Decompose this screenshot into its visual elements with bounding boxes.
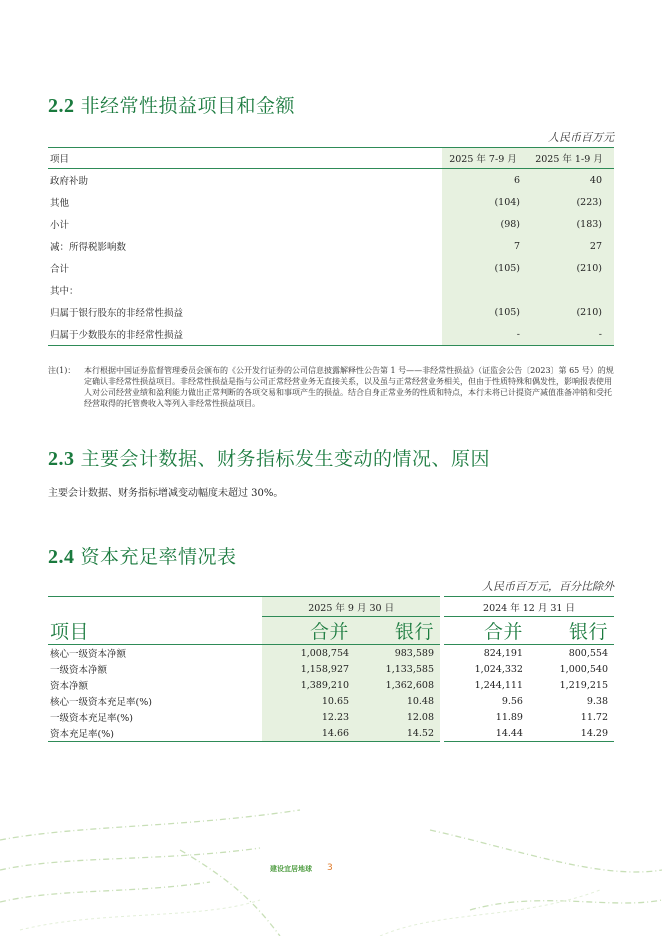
section-2-4-heading [48,542,237,569]
table-row [48,725,614,742]
table-row [48,661,614,677]
note-label: 注(1)： [48,366,76,375]
value-consolidated-2024: 14.44 [442,725,529,742]
row-label: 核心一级资本充足率(%) [50,697,152,708]
unit-label-2: 人民币百万元，百分比除外 [482,580,614,593]
col-header-item: 项目 [48,617,262,645]
row-label: 一级资本净额 [50,665,108,676]
unit-label: 人民币百万元 [548,131,614,144]
value-consolidated-2025: 1,158,927 [262,661,355,677]
value-ytd: (223) [524,191,614,213]
value-q3: 6 [442,169,524,192]
value-ytd: (210) [524,257,614,279]
table-row [48,235,614,257]
row-label: 核心一级资本净额 [50,649,127,660]
col-header-consolidated-2024: 合并 [442,617,529,645]
row-label: 减：所得税影响数 [50,242,127,253]
section-2-3-body: 主要会计数据、财务指标增减变动幅度未超过 30%。 [48,488,284,499]
table-header-row [48,148,614,169]
row-label: 小计 [50,220,70,231]
table-row [48,213,614,235]
table-row [48,323,614,346]
table-row [48,693,614,709]
page-number: 3 [327,863,333,873]
footer-brand: 建设宜居地球 [270,865,312,873]
value-q3: (105) [442,257,524,279]
value-bank-2024: 800,554 [568,647,608,659]
value-bank-2024: 9.38 [586,695,608,707]
value-bank-2024: 14.29 [580,727,608,739]
value-q3: 7 [442,235,524,257]
capital-adequacy-table [48,596,614,742]
value-ytd: (183) [524,213,614,235]
value-bank-2025: 1,133,585 [355,661,442,677]
value-bank-2025: 983,589 [355,645,442,662]
table-row [48,169,614,192]
value-bank-2025: 12.08 [355,709,442,725]
col-header-consolidated-2025: 合并 [262,617,355,645]
section-2-2-heading [48,91,295,118]
value-q3 [442,279,524,301]
table-row [48,191,614,213]
value-q3: (104) [442,191,524,213]
col-header-bank-2024: 银行 [529,617,614,645]
value-consolidated-2025: 14.66 [262,725,355,742]
row-label: 资本充足率(%) [50,729,114,740]
value-q3: - [442,323,524,346]
value-q3: (98) [442,213,524,235]
section-title: 主要会计数据、财务指标发生变动的情况、原因 [80,448,491,470]
value-ytd: 27 [524,235,614,257]
value-bank-2025: 10.48 [355,693,442,709]
value-bank-2025: 1,362,608 [355,677,442,693]
row-label: 其中： [50,286,79,297]
value-consolidated-2024: 1,024,332 [442,661,529,677]
row-label: 归属于少数股东的非经常性损益 [50,330,184,341]
value-ytd [524,279,614,301]
col-header-bank-2025: 银行 [355,617,442,645]
value-consolidated-2024: 9.56 [442,693,529,709]
value-consolidated-2024: 1,244,111 [442,677,529,693]
value-consolidated-2024: 824,191 [442,645,529,662]
value-q3: (105) [442,301,524,323]
table-row [48,645,614,662]
row-label: 一级资本充足率(%) [50,713,133,724]
header-blank [48,597,262,617]
row-label: 合计 [50,264,70,275]
value-bank-2024: 1,219,215 [559,679,608,691]
col-header-item: 项目 [48,148,442,169]
table-row [48,709,614,725]
row-label: 其他 [50,198,70,209]
value-consolidated-2025: 10.65 [262,693,355,709]
section-number: 2.4 [48,546,75,568]
value-ytd: (210) [524,301,614,323]
column-header-row [48,617,614,645]
value-bank-2024: 11.72 [580,711,608,723]
section-number: 2.3 [48,448,75,470]
col-header-q3: 2025 年 7-9 月 [442,148,524,169]
value-bank-2024: 1,000,540 [559,663,608,675]
period-header-row [48,597,614,617]
value-ytd: 40 [524,169,614,192]
section-number: 2.2 [48,95,75,117]
row-label: 资本净额 [50,681,89,692]
row-label: 政府补助 [50,176,89,187]
period-2024-header: 2024 年 12 月 31 日 [442,597,614,617]
table-row [48,257,614,279]
non-recurring-table [48,147,614,346]
col-header-ytd: 2025 年 1-9 月 [524,148,614,169]
table-row [48,301,614,323]
section-title: 资本充足率情况表 [80,546,237,568]
value-consolidated-2025: 12.23 [262,709,355,725]
value-consolidated-2024: 11.89 [442,709,529,725]
table-row [48,677,614,693]
table-row [48,279,614,301]
note-text: 本行根据中国证券监督管理委员会颁布的《公开发行证券的公司信息披露解释性公告第 1 号——非经常性损益》（证监会公告〔2023〕第 65 号）的规定确认非经常性损益项目。非经常性损益是指与公司正常经营业务无直接关系，以及虽与正常经营业务相关，但由于性质特殊和偶发性，影响报表使用人对公司经营业绩和盈利能力做出正常判断的各项交易和事项产生的损益。结合自身正常业务的性质和特点，本行未将已计提资产减值准备冲销和受托经营取得的托管费收入等列入非经常性损益项目。 [84,366,614,408]
period-2025-header: 2025 年 9 月 30 日 [262,597,442,617]
value-bank-2025: 14.52 [355,725,442,742]
value-consolidated-2025: 1,008,754 [262,645,355,662]
section-title: 非经常性损益项目和金额 [80,95,296,117]
value-ytd: - [524,323,614,346]
section-2-3-heading [48,444,490,471]
row-label: 归属于银行股东的非经常性损益 [50,308,184,319]
value-consolidated-2025: 1,389,210 [262,677,355,693]
